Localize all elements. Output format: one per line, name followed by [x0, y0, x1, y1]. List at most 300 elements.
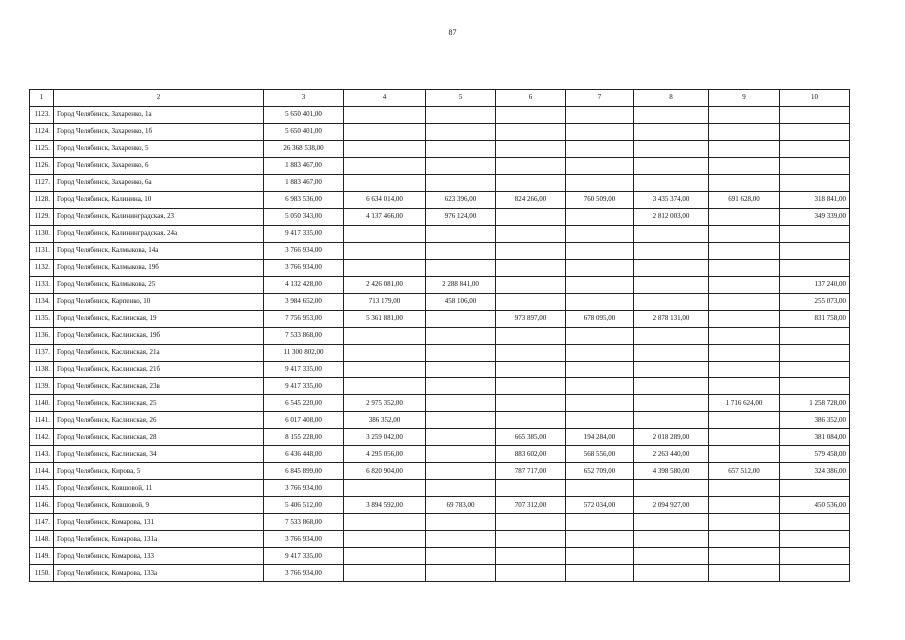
- value-col-6: 973 897,00: [496, 310, 566, 327]
- value-col-10: [780, 565, 850, 582]
- value-col-5: [426, 157, 496, 174]
- value-col-10: 381 084,00: [780, 429, 850, 446]
- address-cell: Город Челябинск, Захаренко, 5: [54, 140, 264, 157]
- value-col-8: 2 018 289,00: [634, 429, 709, 446]
- value-col-5: [426, 140, 496, 157]
- value-col-6: [496, 514, 566, 531]
- value-col-6: [496, 225, 566, 242]
- value-col-9: [709, 310, 780, 327]
- value-col-9: [709, 123, 780, 140]
- value-col-3: 4 132 428,00: [264, 276, 344, 293]
- value-col-6: [496, 327, 566, 344]
- row-number: 1144.: [30, 463, 54, 480]
- value-col-8: [634, 548, 709, 565]
- value-col-9: [709, 106, 780, 123]
- value-col-10: [780, 242, 850, 259]
- value-col-7: [566, 174, 634, 191]
- value-col-5: [426, 412, 496, 429]
- value-col-6: [496, 157, 566, 174]
- value-col-6: [496, 174, 566, 191]
- column-header: 5: [426, 90, 496, 107]
- value-col-4: 6 634 014,00: [344, 191, 426, 208]
- value-col-9: [709, 497, 780, 514]
- value-col-8: 4 398 580,00: [634, 463, 709, 480]
- value-col-9: [709, 293, 780, 310]
- value-col-9: [709, 344, 780, 361]
- value-col-7: [566, 293, 634, 310]
- value-col-8: [634, 225, 709, 242]
- value-col-3: 9 417 335,00: [264, 548, 344, 565]
- value-col-8: [634, 531, 709, 548]
- value-col-8: [634, 514, 709, 531]
- value-col-5: [426, 259, 496, 276]
- value-col-6: 665 385,00: [496, 429, 566, 446]
- table-row: [30, 208, 850, 225]
- value-col-8: [634, 106, 709, 123]
- address-cell: Город Челябинск, Каслинская, 23в: [54, 378, 264, 395]
- row-number: 1132.: [30, 259, 54, 276]
- table-row: [30, 514, 850, 531]
- table-row: [30, 412, 850, 429]
- value-col-5: [426, 106, 496, 123]
- value-col-6: 883 602,00: [496, 446, 566, 463]
- value-col-7: [566, 242, 634, 259]
- value-col-6: [496, 548, 566, 565]
- value-col-4: [344, 565, 426, 582]
- address-cell: Город Челябинск, Каслинская, 34: [54, 446, 264, 463]
- table-row: [30, 378, 850, 395]
- value-col-6: [496, 140, 566, 157]
- address-cell: Город Челябинск, Каслинская, 19б: [54, 327, 264, 344]
- value-col-9: 1 716 624,00: [709, 395, 780, 412]
- value-col-7: [566, 327, 634, 344]
- value-col-8: [634, 157, 709, 174]
- value-col-4: [344, 123, 426, 140]
- value-col-8: [634, 259, 709, 276]
- value-col-10: [780, 361, 850, 378]
- value-col-7: [566, 157, 634, 174]
- value-col-7: [566, 395, 634, 412]
- value-col-8: [634, 123, 709, 140]
- address-cell: Город Челябинск, Карпенко, 10: [54, 293, 264, 310]
- table-row: [30, 429, 850, 446]
- value-col-7: [566, 480, 634, 497]
- value-col-6: [496, 123, 566, 140]
- row-number: 1147.: [30, 514, 54, 531]
- value-col-8: 2 263 440,00: [634, 446, 709, 463]
- value-col-10: 450 536,00: [780, 497, 850, 514]
- value-col-8: [634, 480, 709, 497]
- row-number: 1150.: [30, 565, 54, 582]
- address-cell: Город Челябинск, Каслинская, 26: [54, 412, 264, 429]
- value-col-9: [709, 565, 780, 582]
- value-col-9: [709, 140, 780, 157]
- row-number: 1140.: [30, 395, 54, 412]
- table-row: [30, 191, 850, 208]
- address-cell: Город Челябинск, Захаренко, 6а: [54, 174, 264, 191]
- value-col-5: [426, 429, 496, 446]
- row-number: 1148.: [30, 531, 54, 548]
- value-col-4: [344, 480, 426, 497]
- value-col-5: [426, 361, 496, 378]
- value-col-6: 824 266,00: [496, 191, 566, 208]
- value-col-4: 713 179,00: [344, 293, 426, 310]
- value-col-3: 26 368 538,00: [264, 140, 344, 157]
- value-col-5: 623 396,00: [426, 191, 496, 208]
- row-number: 1130.: [30, 225, 54, 242]
- value-col-10: 255 073,00: [780, 293, 850, 310]
- value-col-4: [344, 327, 426, 344]
- value-col-5: 458 106,00: [426, 293, 496, 310]
- value-col-8: 2 812 003,00: [634, 208, 709, 225]
- value-col-10: 324 386,00: [780, 463, 850, 480]
- table-row: [30, 293, 850, 310]
- value-col-8: [634, 174, 709, 191]
- value-col-10: [780, 157, 850, 174]
- row-number: 1125.: [30, 140, 54, 157]
- value-col-5: [426, 123, 496, 140]
- address-cell: Город Челябинск, Каслинская, 28: [54, 429, 264, 446]
- value-col-8: [634, 412, 709, 429]
- value-col-6: [496, 412, 566, 429]
- value-col-5: 976 124,00: [426, 208, 496, 225]
- value-col-8: 3 435 374,00: [634, 191, 709, 208]
- value-col-9: 691 628,00: [709, 191, 780, 208]
- value-col-5: [426, 174, 496, 191]
- address-cell: Город Челябинск, Комарова, 133а: [54, 565, 264, 582]
- column-header: 7: [566, 90, 634, 107]
- address-cell: Город Челябинск, Ковшовой, 9: [54, 497, 264, 514]
- value-col-7: 760 509,00: [566, 191, 634, 208]
- value-col-9: [709, 378, 780, 395]
- value-col-7: [566, 412, 634, 429]
- value-col-4: [344, 361, 426, 378]
- value-col-5: [426, 378, 496, 395]
- value-col-4: [344, 259, 426, 276]
- column-header: 9: [709, 90, 780, 107]
- value-col-6: [496, 361, 566, 378]
- value-col-3: 6 845 899,00: [264, 463, 344, 480]
- value-col-7: [566, 565, 634, 582]
- value-col-3: 9 417 335,00: [264, 378, 344, 395]
- value-col-5: [426, 327, 496, 344]
- value-col-5: [426, 514, 496, 531]
- value-col-4: 3 894 592,00: [344, 497, 426, 514]
- value-col-3: 1 883 467,00: [264, 157, 344, 174]
- value-col-10: [780, 174, 850, 191]
- value-col-8: [634, 242, 709, 259]
- value-col-7: [566, 208, 634, 225]
- value-col-8: [634, 378, 709, 395]
- value-col-5: [426, 548, 496, 565]
- value-col-3: 3 766 934,00: [264, 480, 344, 497]
- value-col-3: 7 533 868,00: [264, 327, 344, 344]
- register-table: [29, 89, 850, 582]
- value-col-10: 318 841,00: [780, 191, 850, 208]
- value-col-3: 5 650 401,00: [264, 123, 344, 140]
- value-col-7: [566, 225, 634, 242]
- table-row: [30, 140, 850, 157]
- value-col-6: [496, 208, 566, 225]
- value-col-4: [344, 344, 426, 361]
- column-header: 10: [780, 90, 850, 107]
- value-col-3: 6 017 408,00: [264, 412, 344, 429]
- value-col-3: 6 545 220,00: [264, 395, 344, 412]
- value-col-3: 3 766 934,00: [264, 531, 344, 548]
- table-row: [30, 497, 850, 514]
- value-col-5: [426, 446, 496, 463]
- column-header: 6: [496, 90, 566, 107]
- value-col-7: [566, 344, 634, 361]
- value-col-3: 9 417 335,00: [264, 361, 344, 378]
- address-cell: Город Челябинск, Захаренко, 1а: [54, 106, 264, 123]
- value-col-6: [496, 106, 566, 123]
- value-col-10: [780, 106, 850, 123]
- page-number: 87: [448, 28, 457, 37]
- value-col-5: [426, 242, 496, 259]
- value-col-7: [566, 378, 634, 395]
- value-col-10: 137 240,00: [780, 276, 850, 293]
- value-col-8: [634, 344, 709, 361]
- value-col-4: [344, 140, 426, 157]
- value-col-6: [496, 242, 566, 259]
- value-col-4: 2 426 081,00: [344, 276, 426, 293]
- value-col-3: 9 417 335,00: [264, 225, 344, 242]
- value-col-10: 831 758,00: [780, 310, 850, 327]
- value-col-9: [709, 174, 780, 191]
- table-row: [30, 123, 850, 140]
- row-number: 1126.: [30, 157, 54, 174]
- value-col-9: [709, 548, 780, 565]
- table-body: [30, 106, 850, 581]
- value-col-7: 194 284,00: [566, 429, 634, 446]
- value-col-10: 386 352,00: [780, 412, 850, 429]
- value-col-7: 652 709,00: [566, 463, 634, 480]
- value-col-10: 1 258 728,00: [780, 395, 850, 412]
- column-header: 2: [54, 90, 264, 107]
- address-cell: Город Челябинск, Калмыкова, 19б: [54, 259, 264, 276]
- value-col-5: [426, 480, 496, 497]
- table-row: [30, 327, 850, 344]
- table-row: [30, 225, 850, 242]
- row-number: 1143.: [30, 446, 54, 463]
- value-col-7: [566, 140, 634, 157]
- value-col-3: 3 766 934,00: [264, 565, 344, 582]
- value-col-7: [566, 106, 634, 123]
- value-col-4: [344, 242, 426, 259]
- value-col-9: 657 512,00: [709, 463, 780, 480]
- value-col-3: 7 533 868,00: [264, 514, 344, 531]
- value-col-3: 3 766 934,00: [264, 259, 344, 276]
- value-col-4: [344, 174, 426, 191]
- value-col-8: [634, 293, 709, 310]
- value-col-4: 4 137 466,00: [344, 208, 426, 225]
- value-col-4: [344, 378, 426, 395]
- row-number: 1135.: [30, 310, 54, 327]
- value-col-6: 707 312,00: [496, 497, 566, 514]
- row-number: 1139.: [30, 378, 54, 395]
- value-col-4: 6 820 904,00: [344, 463, 426, 480]
- value-col-8: [634, 327, 709, 344]
- table-row: [30, 276, 850, 293]
- table-row: [30, 310, 850, 327]
- address-cell: Город Челябинск, Калининградская, 23: [54, 208, 264, 225]
- address-cell: Город Челябинск, Каслинская, 21б: [54, 361, 264, 378]
- table-row: [30, 344, 850, 361]
- row-number: 1136.: [30, 327, 54, 344]
- row-number: 1142.: [30, 429, 54, 446]
- value-col-5: [426, 463, 496, 480]
- value-col-9: [709, 327, 780, 344]
- row-number: 1133.: [30, 276, 54, 293]
- value-col-4: 4 295 056,00: [344, 446, 426, 463]
- value-col-10: [780, 140, 850, 157]
- address-cell: Город Челябинск, Каслинская, 25: [54, 395, 264, 412]
- value-col-9: [709, 446, 780, 463]
- value-col-6: [496, 395, 566, 412]
- address-cell: Город Челябинск, Каслинская, 19: [54, 310, 264, 327]
- value-col-9: [709, 480, 780, 497]
- value-col-8: [634, 395, 709, 412]
- value-col-6: 787 717,00: [496, 463, 566, 480]
- value-col-9: [709, 259, 780, 276]
- value-col-8: [634, 140, 709, 157]
- value-col-3: 7 756 953,00: [264, 310, 344, 327]
- value-col-7: [566, 514, 634, 531]
- row-number: 1131.: [30, 242, 54, 259]
- value-col-3: 1 883 467,00: [264, 174, 344, 191]
- value-col-7: [566, 259, 634, 276]
- value-col-8: [634, 361, 709, 378]
- value-col-9: [709, 208, 780, 225]
- value-col-3: 3 766 934,00: [264, 242, 344, 259]
- value-col-10: [780, 344, 850, 361]
- value-col-8: [634, 276, 709, 293]
- value-col-6: [496, 480, 566, 497]
- value-col-4: [344, 225, 426, 242]
- value-col-6: [496, 378, 566, 395]
- value-col-8: 2 878 131,00: [634, 310, 709, 327]
- address-cell: Город Челябинск, Комарова, 131а: [54, 531, 264, 548]
- value-col-3: 3 984 652,00: [264, 293, 344, 310]
- value-col-6: [496, 276, 566, 293]
- value-col-3: 8 155 228,00: [264, 429, 344, 446]
- value-col-9: [709, 361, 780, 378]
- address-cell: Город Челябинск, Захаренко, 1б: [54, 123, 264, 140]
- value-col-10: [780, 548, 850, 565]
- table-row: [30, 548, 850, 565]
- row-number: 1134.: [30, 293, 54, 310]
- row-number: 1146.: [30, 497, 54, 514]
- table-row: [30, 446, 850, 463]
- column-header: 3: [264, 90, 344, 107]
- address-cell: Город Челябинск, Калинина, 10: [54, 191, 264, 208]
- value-col-4: [344, 157, 426, 174]
- row-number: 1145.: [30, 480, 54, 497]
- value-col-9: [709, 157, 780, 174]
- value-col-7: 568 556,00: [566, 446, 634, 463]
- value-col-10: 579 458,00: [780, 446, 850, 463]
- value-col-3: 6 983 536,00: [264, 191, 344, 208]
- address-cell: Город Челябинск, Захаренко, 6: [54, 157, 264, 174]
- value-col-9: [709, 412, 780, 429]
- value-col-4: [344, 531, 426, 548]
- row-number: 1141.: [30, 412, 54, 429]
- value-col-6: [496, 293, 566, 310]
- value-col-9: [709, 242, 780, 259]
- value-col-3: 5 650 401,00: [264, 106, 344, 123]
- value-col-9: [709, 429, 780, 446]
- value-col-4: 5 361 881,00: [344, 310, 426, 327]
- row-number: 1149.: [30, 548, 54, 565]
- value-col-5: 2 288 841,00: [426, 276, 496, 293]
- table-row: [30, 106, 850, 123]
- value-col-5: 69 783,00: [426, 497, 496, 514]
- value-col-10: [780, 514, 850, 531]
- value-col-10: 349 339,00: [780, 208, 850, 225]
- value-col-3: 5 050 343,00: [264, 208, 344, 225]
- value-col-10: [780, 378, 850, 395]
- value-col-7: [566, 276, 634, 293]
- value-col-4: 3 259 042,00: [344, 429, 426, 446]
- value-col-3: 5 406 512,00: [264, 497, 344, 514]
- table-row: [30, 157, 850, 174]
- value-col-10: [780, 531, 850, 548]
- row-number: 1137.: [30, 344, 54, 361]
- column-header: 8: [634, 90, 709, 107]
- value-col-8: 2 094 927,00: [634, 497, 709, 514]
- address-cell: Город Челябинск, Кирова, 5: [54, 463, 264, 480]
- value-col-8: [634, 565, 709, 582]
- address-cell: Город Челябинск, Ковшовой, 11: [54, 480, 264, 497]
- address-cell: Город Челябинск, Калмыкова, 14а: [54, 242, 264, 259]
- row-number: 1128.: [30, 191, 54, 208]
- row-number: 1138.: [30, 361, 54, 378]
- table-row: [30, 259, 850, 276]
- table-row: [30, 242, 850, 259]
- address-cell: Город Челябинск, Каслинская, 21а: [54, 344, 264, 361]
- row-number: 1123.: [30, 106, 54, 123]
- table-row: [30, 463, 850, 480]
- value-col-5: [426, 225, 496, 242]
- value-col-9: [709, 276, 780, 293]
- value-col-10: [780, 259, 850, 276]
- column-header: 1: [30, 90, 54, 107]
- table-row: [30, 480, 850, 497]
- value-col-7: [566, 361, 634, 378]
- address-cell: Город Челябинск, Калининградская, 24а: [54, 225, 264, 242]
- value-col-7: 678 095,00: [566, 310, 634, 327]
- value-col-7: [566, 123, 634, 140]
- address-cell: Город Челябинск, Калмыкова, 25: [54, 276, 264, 293]
- value-col-6: [496, 565, 566, 582]
- value-col-5: [426, 310, 496, 327]
- table-row: [30, 395, 850, 412]
- value-col-4: [344, 548, 426, 565]
- row-number: 1124.: [30, 123, 54, 140]
- column-header: 4: [344, 90, 426, 107]
- value-col-9: [709, 531, 780, 548]
- value-col-3: 6 436 448,00: [264, 446, 344, 463]
- value-col-7: 572 034,00: [566, 497, 634, 514]
- value-col-10: [780, 327, 850, 344]
- value-col-5: [426, 344, 496, 361]
- value-col-3: 11 300 802,00: [264, 344, 344, 361]
- table-row: [30, 174, 850, 191]
- table-row: [30, 361, 850, 378]
- value-col-5: [426, 395, 496, 412]
- value-col-10: [780, 123, 850, 140]
